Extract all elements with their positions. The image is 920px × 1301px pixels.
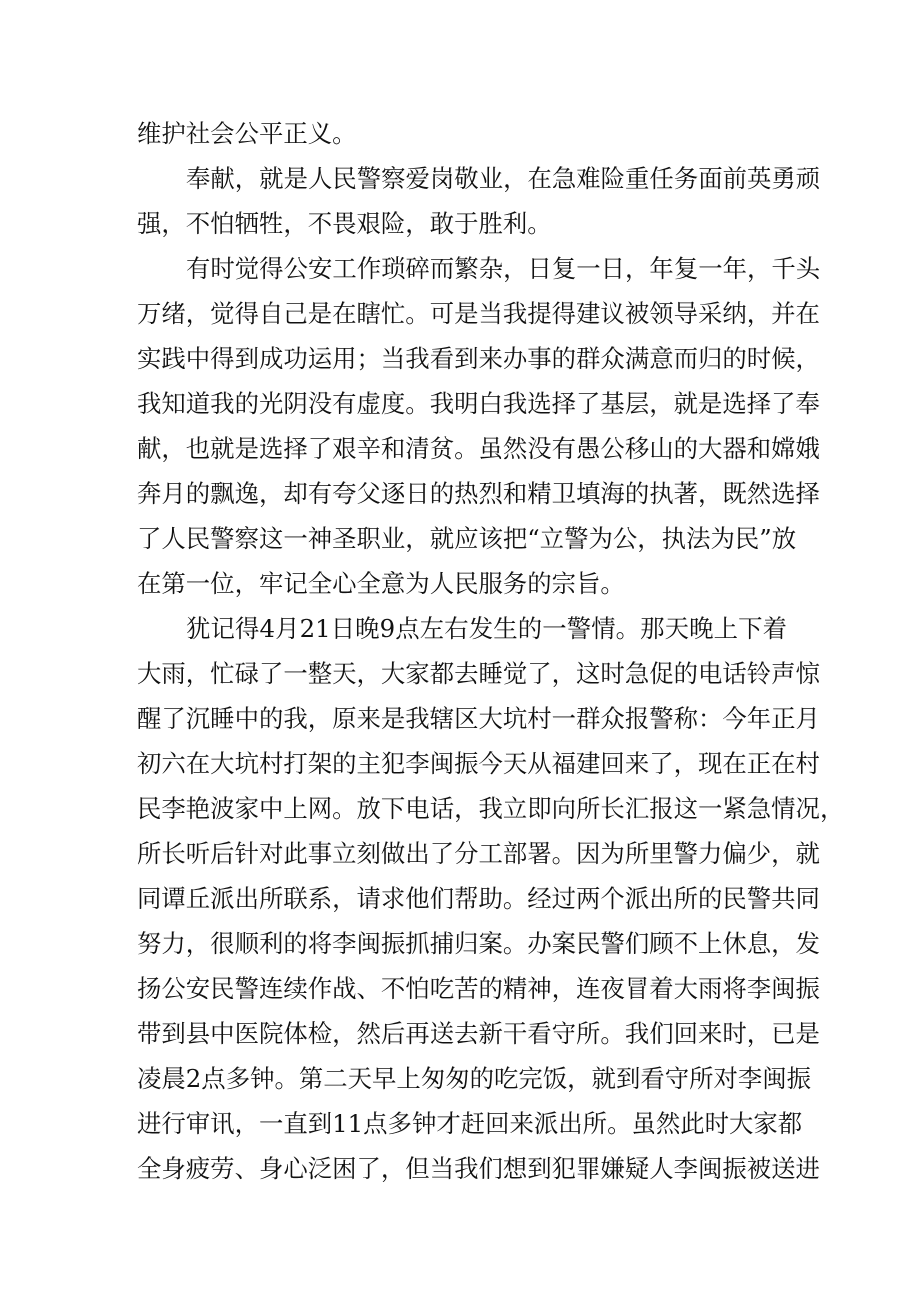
text-line: 扬公安民警连续作战、不怕吃苦的精神，连夜冒着大雨将李闽振: [137, 974, 820, 1003]
text-line: 凌晨2点多钟。第二天早上匆匆的吃完饭，就到看守所对李闽振: [137, 1064, 812, 1093]
text-line: 在第一位，牢记全心全意为人民服务的宗旨。: [137, 569, 625, 598]
text-line: 实践中得到成功运用；当我看到来办事的群众满意而归的时候，: [137, 344, 820, 373]
text-line: 全身疲劳、身心泛困了，但当我们想到犯罪嫌疑人李闽振被送进: [137, 1154, 820, 1183]
text-line: 民李艳波家中上网。放下电话，我立即向所长汇报这一紧急情况，: [137, 794, 845, 823]
text-line: 醒了沉睡中的我，原来是我辖区大坑村一群众报警称：今年正月: [137, 704, 820, 733]
text-line: 犹记得4月21日晚9点左右发生的一警情。那天晚上下着: [186, 614, 787, 643]
text-line: 奔月的飘逸，却有夸父逐日的热烈和精卫填海的执著，既然选择: [137, 479, 820, 508]
text-line: 带到县中医院体检，然后再送去新干看守所。我们回来时，已是: [137, 1019, 820, 1048]
text-line: 奉献，就是人民警察爱岗敬业，在急难险重任务面前英勇顽: [186, 164, 821, 193]
text-line: 所长听后针对此事立刻做出了分工部署。因为所里警力偏少，就: [137, 839, 820, 868]
text-line: 初六在大坑村打架的主犯李闽振今天从福建回来了，现在正在村: [137, 749, 820, 778]
text-line: 献，也就是选择了艰辛和清贫。虽然没有愚公移山的大器和嫦娥: [137, 434, 820, 463]
text-line: 强，不怕牺牲，不畏艰险，敢于胜利。: [137, 209, 552, 238]
text-line: 万绪，觉得自己是在瞎忙。可是当我提得建议被领导采纳，并在: [137, 299, 820, 328]
text-line: 了人民警察这一神圣职业，就应该把“立警为公，执法为民”放: [137, 524, 797, 553]
text-line: 有时觉得公安工作琐碎而繁杂，日复一日，年复一年，千头: [186, 254, 821, 283]
text-line: 努力，很顺利的将李闽振抓捕归案。办案民警们顾不上休息，发: [137, 929, 820, 958]
text-line: 维护社会公平正义。: [137, 119, 357, 148]
text-line: 大雨，忙碌了一整天，大家都去睡觉了，这时急促的电话铃声惊: [137, 659, 820, 688]
text-line: 我知道我的光阴没有虚度。我明白我选择了基层，就是选择了奉: [137, 389, 820, 418]
text-line: 进行审讯，一直到11点多钟才赶回来派出所。虽然此时大家都: [137, 1109, 803, 1138]
text-line: 同谭丘派出所联系，请求他们帮助。经过两个派出所的民警共同: [137, 884, 820, 913]
